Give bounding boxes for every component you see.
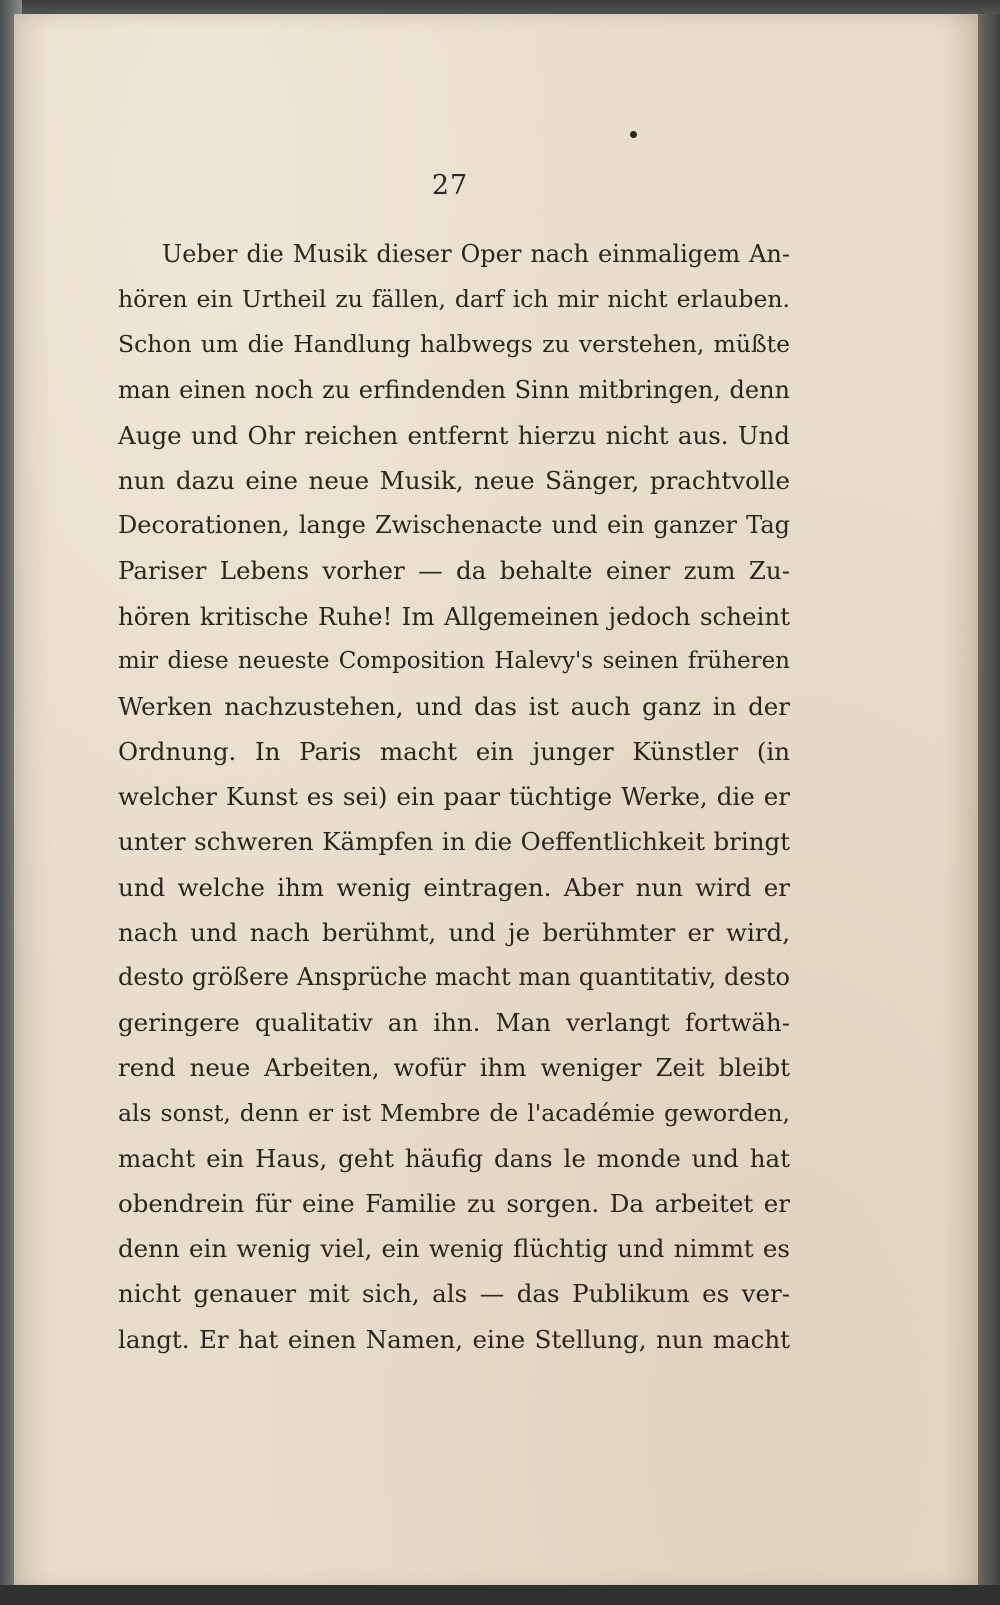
text-line: Schon um die Handlung halbwegs zu verstehen, müßte — [118, 330, 790, 359]
text-line: denn ein wenig viel, ein wenig flüchtig und nimmt es — [118, 1234, 790, 1264]
text-line: Werken nachzustehen, und das ist auch ganz in der — [118, 691, 790, 721]
book-cover-right-edge — [978, 14, 1000, 1588]
text-line: Decorationen, lange Zwischenacte und ein ganzer Tag — [118, 511, 790, 540]
text-line: nicht genauer mit sich, als — das Publikum es ver- — [118, 1279, 790, 1309]
text-line: Auge und Ohr reichen entfernt hierzu nicht aus. Und — [118, 420, 790, 450]
text-line: hören ein Urtheil zu fällen, darf ich mir nicht erlauben. — [118, 285, 790, 314]
text-line: und welche ihm wenig eintragen. Aber nun wird er — [118, 872, 790, 902]
text-line: macht ein Haus, geht häufig dans le monde und hat — [118, 1143, 790, 1173]
text-line: desto größere Ansprüche macht man quantitativ, desto — [118, 963, 790, 991]
text-line: Ordnung. In Paris macht ein junger Künstler (in — [118, 737, 790, 767]
text-line: nun dazu eine neue Musik, neue Sänger, prachtvolle — [118, 465, 790, 495]
text-line: unter schweren Kämpfen in die Oeffentlichkeit bringt — [118, 827, 790, 857]
body-text — [118, 232, 790, 1362]
text-line: hören kritische Ruhe! Im Allgemeinen jedoch scheint — [118, 601, 790, 631]
text-line: rend neue Arbeiten, wofür ihm weniger Zeit bleibt — [118, 1053, 790, 1083]
ink-speck — [630, 131, 637, 138]
text-line: Pariser Lebens vorher — da behalte einer zum Zu- — [118, 556, 790, 586]
text-line: obendrein für eine Familie zu sorgen. Da arbeitet er — [118, 1188, 790, 1218]
text-line: mir diese neueste Composition Halevy's seinen früheren — [118, 647, 790, 674]
text-line: als sonst, denn er ist Membre de l'académie geworden, — [118, 1098, 790, 1127]
book-page — [14, 14, 980, 1588]
text-line: geringere qualitativ an ihn. Man verlangt fortwäh- — [118, 1008, 790, 1038]
page-number: 27 — [431, 170, 469, 201]
text-line: man einen noch zu erfindenden Sinn mitbringen, denn — [118, 375, 790, 404]
text-line: welcher Kunst es sei) ein paar tüchtige Werke, die er — [118, 782, 790, 812]
text-line: nach und nach berühmt, und je berühmter er wird, — [118, 917, 790, 947]
text-line: langt. Er hat einen Namen, eine Stellung, nun macht — [118, 1324, 790, 1354]
book-cover-bottom-edge — [0, 1585, 1000, 1605]
text-line: Ueber die Musik dieser Oper nach einmaligem An- — [162, 240, 790, 268]
